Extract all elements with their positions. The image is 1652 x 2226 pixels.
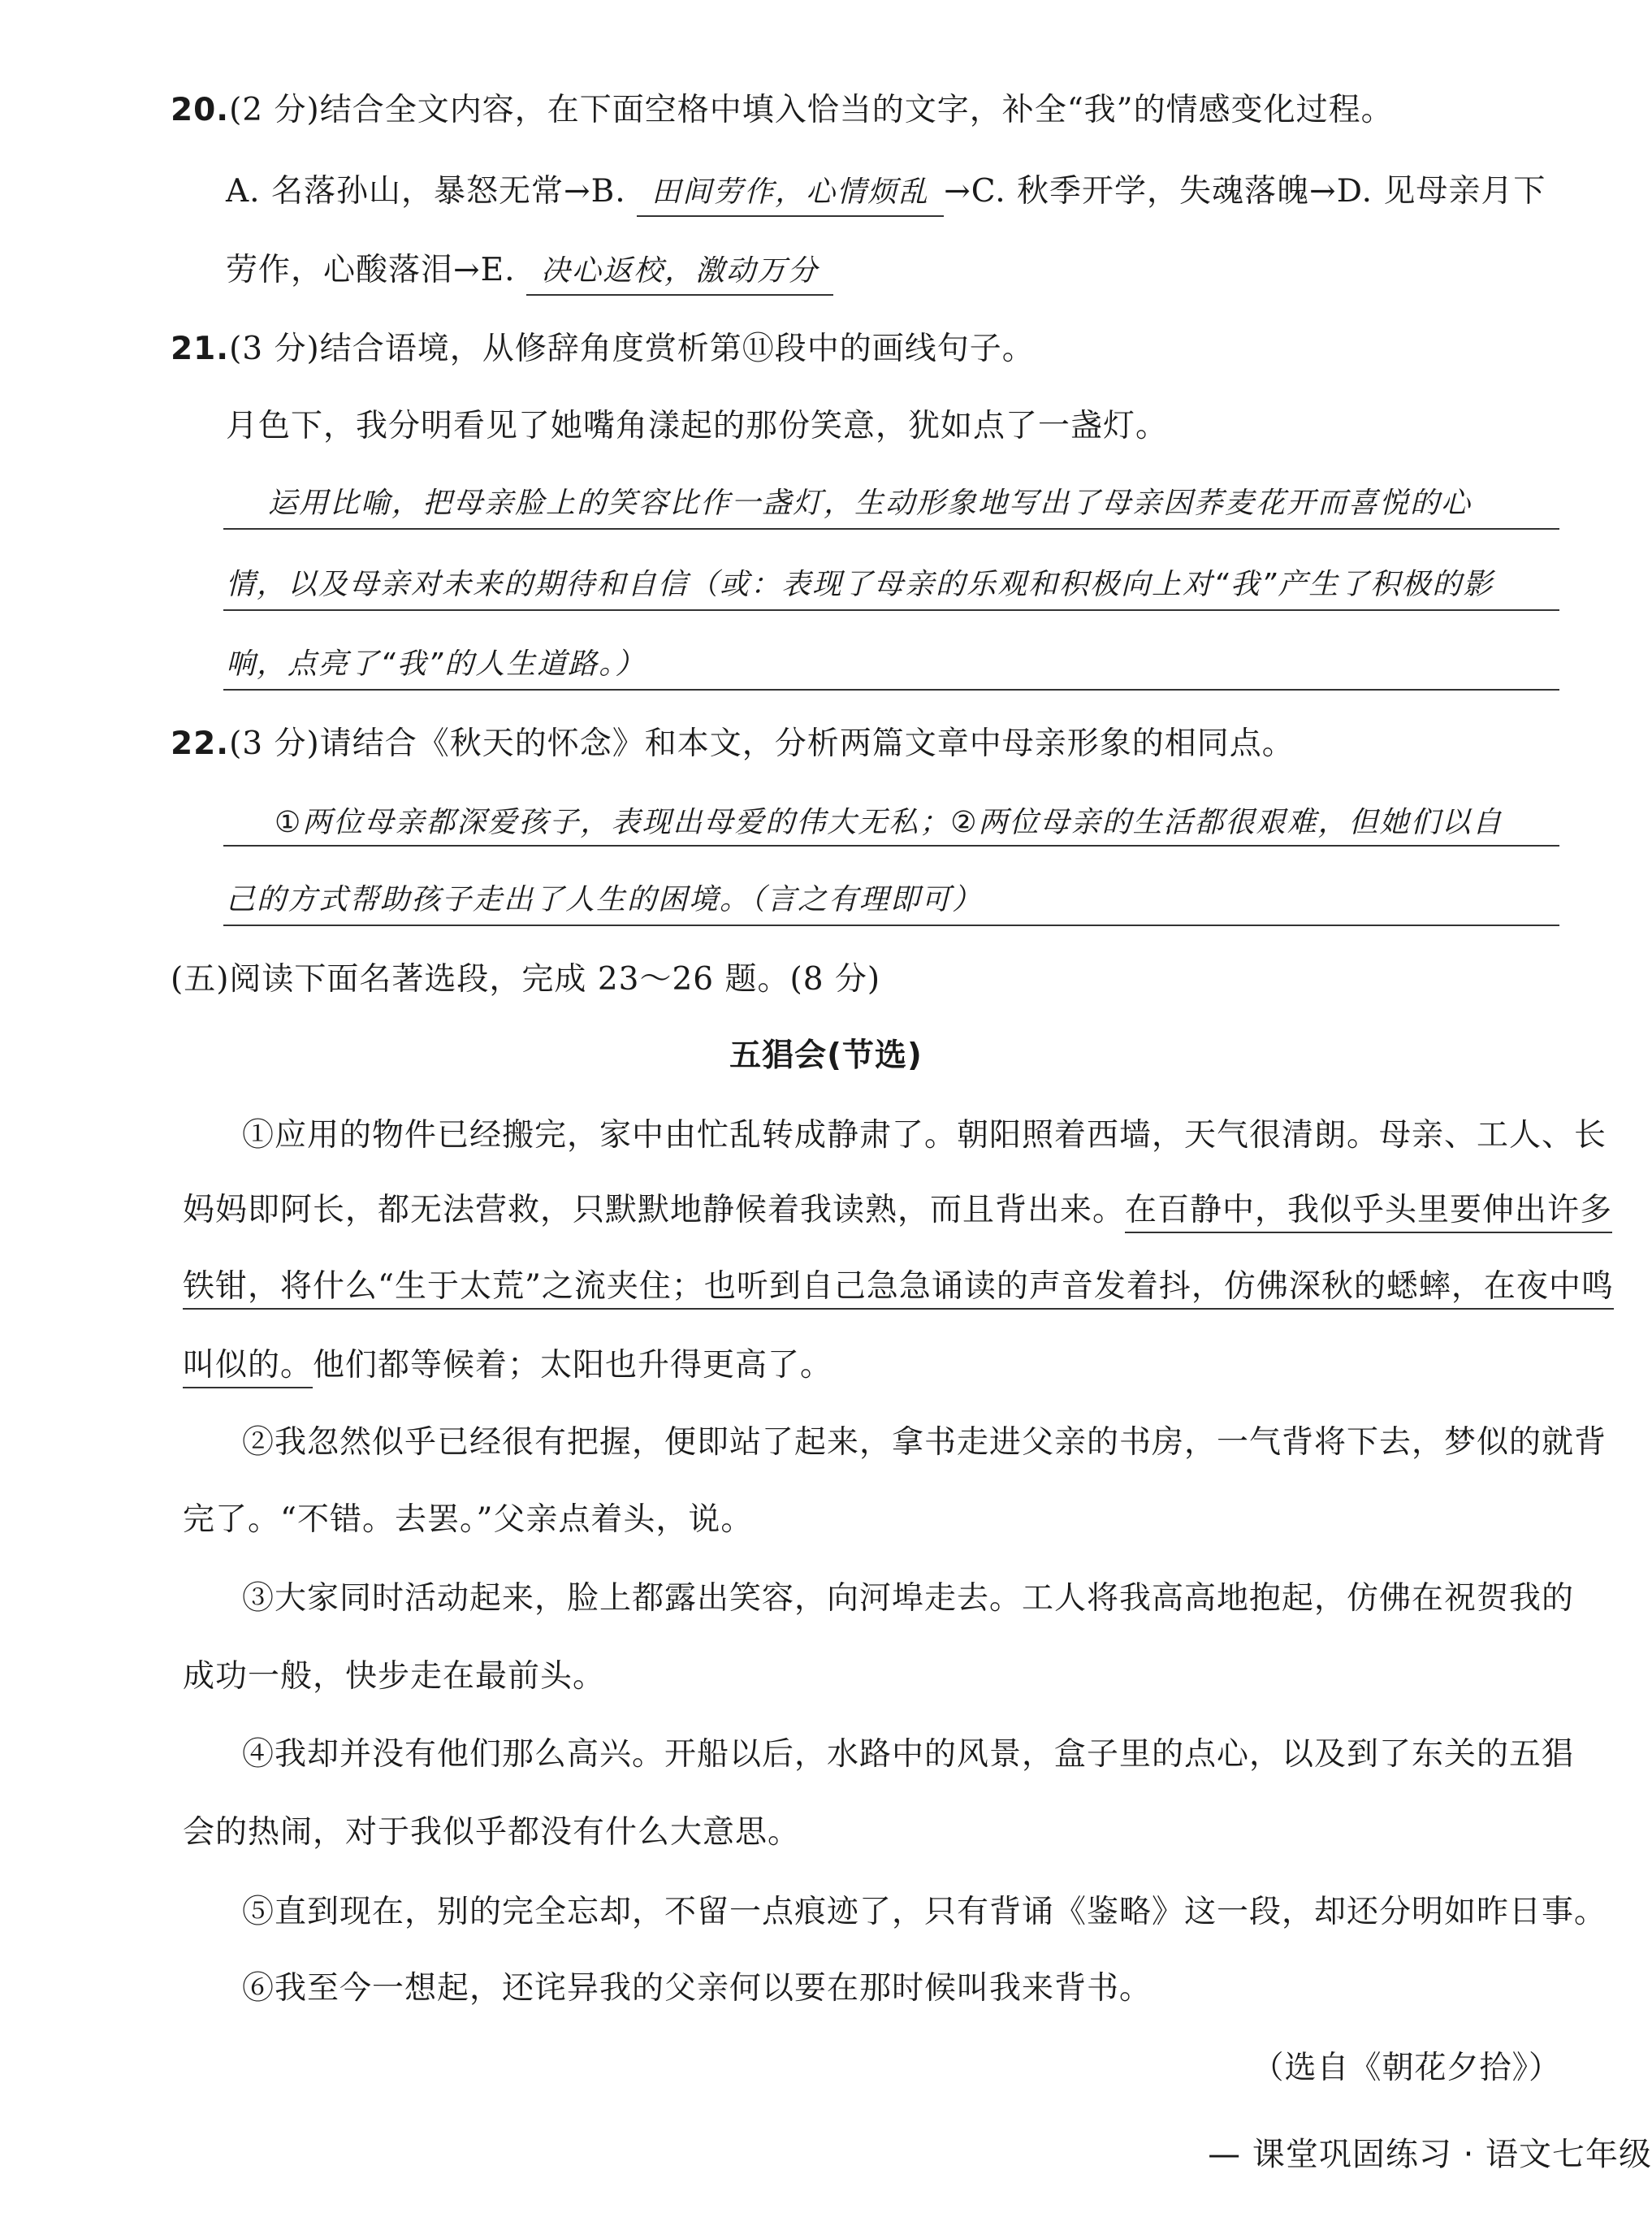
question-number: 21.: [171, 331, 230, 367]
q21-answer-line-2: 情，以及母亲对未来的期待和自信（或：表现了母亲的乐观和积极向上对“我”产生了积极的影: [226, 568, 1494, 601]
q22-answer-line-1: ①两位母亲都深爱孩子，表现出母爱的伟大无私；②两位母亲的生活都很艰难，但她们以自: [275, 806, 1503, 839]
q21-answer-line-1: 运用比喻，把母亲脸上的笑容比作一盏灯，生动形象地写出了母亲因荞麦花开而喜悦的心: [268, 487, 1473, 520]
answer-rule: [223, 689, 1559, 691]
question-number: 20.: [171, 92, 230, 128]
stage-d-text: 劳作，心酸落泪→E.: [226, 252, 516, 288]
question-22: [171, 721, 1295, 767]
stage-c-text: →C. 秋季开学，失魂落魄→D. 见母亲月下: [944, 173, 1546, 210]
question-text: (3 分)结合语境，从修辞角度赏析第⑪段中的画线句子。: [229, 331, 1035, 367]
paragraph-2-line-1: ②我忽然似乎已经很有把握，便即站了起来，拿书走进父亲的书房，一气背将下去，梦似的就背: [242, 1424, 1607, 1461]
answer-blank-e: 决心返校，激动万分: [526, 249, 833, 296]
paragraph-6: ⑥我至今一想起，还诧异我的父亲何以要在那时候叫我来背书。: [242, 1970, 1153, 2007]
stage-a-text: A. 名落孙山，暴怒无常→B.: [226, 173, 626, 210]
underlined-sentence: 在百静中，我似乎头里要伸出许多: [1125, 1192, 1612, 1233]
answer-rule: [223, 845, 1559, 847]
paragraph-4-line-1: ④我却并没有他们那么高兴。开船以后，水路中的风景，盒子里的点心，以及到了东关的五猖: [242, 1736, 1575, 1773]
source-citation: （选自《朝花夕拾》）: [1252, 2050, 1561, 2086]
question-number: 22.: [171, 725, 230, 762]
answer-rule: [223, 528, 1559, 530]
underlined-sentence: 铁钳，将什么“生于太荒”之流夹住；也听到自己急急诵读的声音发着抖，仿佛深秋的蟋蟀，在夜中鸣: [183, 1268, 1614, 1310]
paragraph-1-line-3: [183, 1264, 1614, 1310]
paragraph-1-line-1: ①应用的物件已经搬完，家中由忙乱转成静肃了。朝阳照着西墙，天气很清朗。母亲、工人、长: [242, 1117, 1607, 1154]
question-20: [171, 88, 1394, 133]
section-5-heading: (五)阅读下面名著选段，完成 23～26 题。(8 分): [171, 961, 881, 998]
answer-rule: [223, 925, 1559, 926]
paragraph-2-line-2: 完了。“不错。去罢。”父亲点着头，说。: [183, 1501, 754, 1538]
underlined-sentence: 叫似的。: [183, 1347, 313, 1388]
q22-answer-line-2: 己的方式帮助孩子走出了人生的困境。（言之有理即可）: [226, 883, 984, 916]
passage-title: 五猖会(节选): [729, 1037, 923, 1074]
q20-line-2: [226, 248, 833, 296]
paragraph-3-line-2: 成功一般，快步走在最前头。: [183, 1658, 606, 1695]
paragraph-1-line-2: [183, 1188, 1612, 1233]
q21-quote: 月色下，我分明看见了她嘴角漾起的那份笑意，犹如点了一盏灯。: [226, 408, 1169, 444]
paragraph-4-line-2: 会的热闹，对于我似乎都没有什么大意思。: [183, 1814, 801, 1851]
plain-text: 他们都等候着；太阳也升得更高了。: [313, 1347, 833, 1384]
q20-line-1: [226, 169, 1546, 217]
question-text: (3 分)请结合《秋天的怀念》和本文，分析两篇文章中母亲形象的相同点。: [229, 725, 1295, 762]
page-footer: — 课堂巩固练习 · 语文七年级: [1208, 2136, 1652, 2173]
plain-text: 妈妈即阿长，都无法营救，只默默地静候着我读熟，而且背出来。: [183, 1192, 1126, 1228]
question-21: [171, 327, 1035, 372]
paragraph-3-line-1: ③大家同时活动起来，脸上都露出笑容，向河埠走去。工人将我高高地抱起，仿佛在祝贺我的: [242, 1580, 1575, 1617]
answer-rule: [223, 609, 1559, 611]
paragraph-1-line-4: [183, 1343, 832, 1388]
paragraph-5: ⑤直到现在，别的完全忘却，不留一点痕迹了，只有背诵《鉴略》这一段，却还分明如昨日事。: [242, 1894, 1607, 1930]
q21-answer-line-3: 响，点亮了“我”的人生道路。）: [226, 647, 647, 681]
answer-blank-b: 田间劳作，心情烦乱: [637, 170, 944, 217]
question-text: (2 分)结合全文内容，在下面空格中填入恰当的文字，补全“我”的情感变化过程。: [229, 92, 1394, 128]
